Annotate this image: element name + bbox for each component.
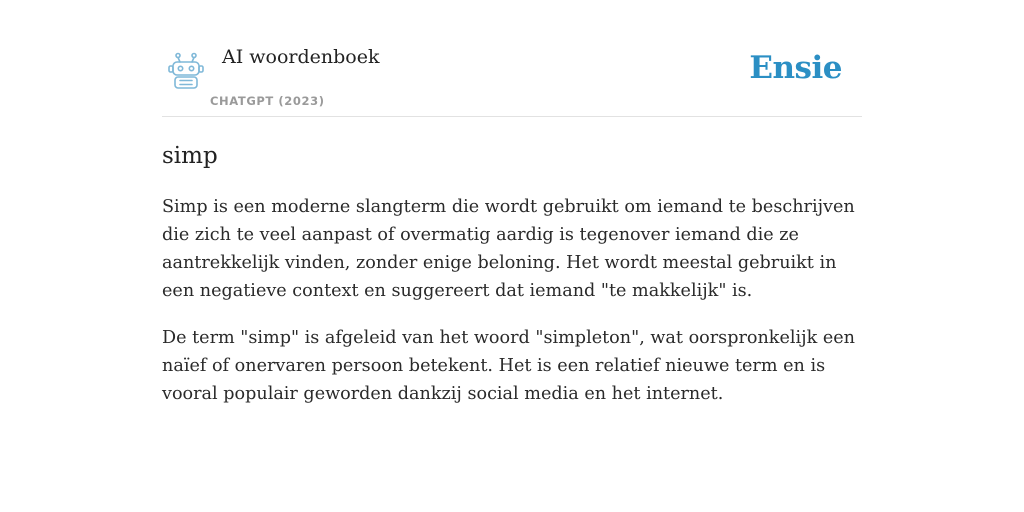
definition-card <box>162 40 862 408</box>
definition-paragraph-1: Simp is een moderne slangterm die wordt gebruikt om iemand te beschrijven die zich te veel aanpast of overmatig aardig is tegenover iemand die ze aantrekkelijk vinden, zonder enige beloning. Het wordt meestal gebruikt in een negatieve context en suggereert dat iemand "te makkelijk" is. <box>162 197 855 301</box>
source-title[interactable]: AI woordenboek <box>222 46 380 68</box>
definition-paragraph-2: De term "simp" is afgeleid van het woord "simpleton", wat oorspronkelijk een naïef of onervaren persoon betekent. Het is een relatief nieuwe term en is vooral populair geworden dankzij social media en het internet. <box>162 328 855 404</box>
robot-icon <box>166 52 206 90</box>
entry-term: simp <box>162 143 218 169</box>
brand-logo[interactable]: Ensie <box>749 50 842 86</box>
source-meta: CHATGPT (2023) <box>210 94 325 108</box>
card-header <box>162 40 862 117</box>
